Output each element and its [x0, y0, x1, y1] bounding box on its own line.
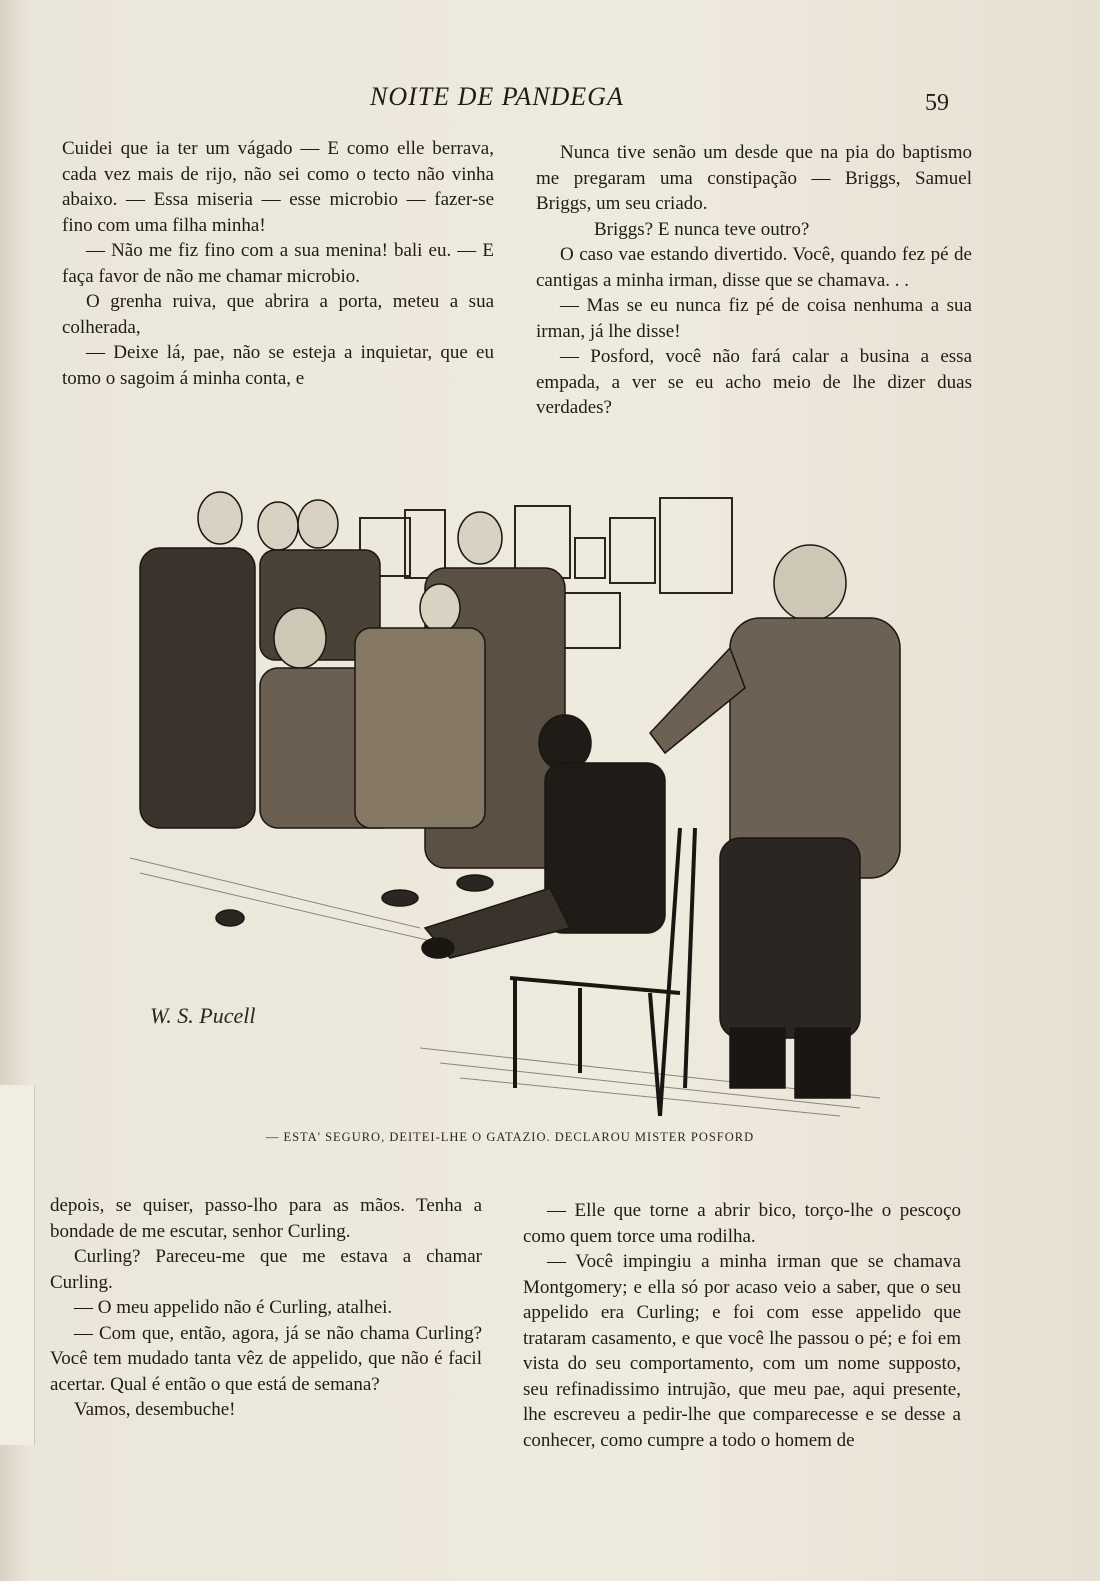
- artist-signature: W. S. Pucell: [150, 1003, 256, 1028]
- paragraph: — Elle que torne a abrir bico, torço-lhe o pescoço como quem torce uma rodilha.: [523, 1200, 961, 1247]
- running-title: NOITE DE PANDEGA: [370, 82, 624, 111]
- paragraph: O caso vae estando divertido. Você, quando fez pé de cantigas a minha irman, disse que se chamava. . .: [536, 244, 972, 291]
- text-column-top-left: [62, 136, 494, 391]
- paragraph: depois, se quiser, passo-lho para as mãos. Tenha a bondade de me escutar, senhor Curling.: [50, 1195, 482, 1242]
- paragraph: Vamos, desembuche!: [74, 1399, 236, 1420]
- page-edge-strip: [0, 1085, 35, 1445]
- paragraph: Briggs? E nunca teve outro?: [594, 218, 810, 240]
- paragraph: — O meu appelido não é Curling, atalhei.: [74, 1297, 393, 1318]
- page-number: 59: [925, 90, 949, 116]
- text-column-bottom-left: [50, 1193, 482, 1423]
- paragraph: Curling? Pareceu-me que me estava a chamar Curling.: [50, 1246, 482, 1293]
- paragraph: O grenha ruiva, que abrira a porta, meteu a sua colherada,: [62, 291, 494, 338]
- paragraph: — Posford, você não fará calar a busina a essa empada, a ver se eu acho meio de lhe dizer duas verdades?: [536, 346, 972, 418]
- paragraph: — Deixe lá, pae, não se esteja a inquietar, que eu tomo o sagoim á minha conta, e: [62, 342, 494, 389]
- paragraph: Nunca tive senão um desde que na pia do baptismo me pregaram uma constipação — Briggs, Samuel Briggs, um seu criado.: [536, 142, 972, 214]
- text-column-bottom-right: [523, 1198, 961, 1453]
- paragraph: — Você impingiu a minha irman que se chamava Montgomery; e ella só por acaso veio a saber, que o seu appelido era Curling; e foi com esse appelido que trataram casamento, e que você lhe passou o pé; e foi em vista do seu comportamento, com um nome supposto, seu refinadissimo intrujão, que meu pae, aqui presente, lhe escreveu a pedir-lhe que comparecesse e se desse a conhecer, como cumpre a todo o homem de: [523, 1251, 961, 1451]
- paragraph: — Mas se eu nunca fiz pé de coisa nenhuma a sua irman, já lhe disse!: [536, 295, 972, 342]
- illustration-caption: — ESTA' SEGURO, DEITEI-LHE O GATAZIO. DECLAROU MISTER POSFORD: [265, 1130, 755, 1144]
- text-column-top-right: [536, 140, 972, 421]
- paragraph: — Com que, então, agora, já se não chama Curling? Você tem mudado tanta vêz de appelido, que não é facil acertar. Qual é então o que está de semana?: [50, 1322, 482, 1395]
- paragraph: — Não me fiz fino com a sua menina! bali eu. — E faça favor de não me chamar microbio.: [62, 240, 494, 287]
- illustration-engraving: [120, 488, 910, 1123]
- paragraph: Cuidei que ia ter um vágado — E como elle berrava, cada vez mais de rijo, não sei como o tecto não vinha abaixo. — Essa miseria — esse microbio — fazer-se fino com uma filha minha!: [62, 138, 494, 236]
